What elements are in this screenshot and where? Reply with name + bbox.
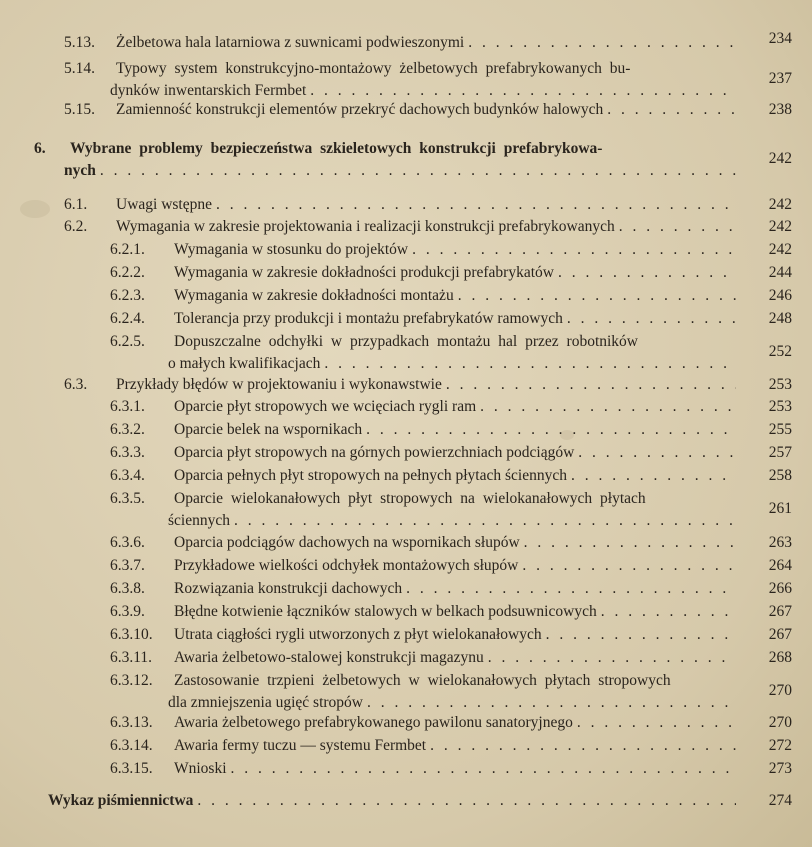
toc-page-number: 238 [768,101,792,118]
toc-page-number: 264 [768,557,792,574]
toc-entry-number: 6.3.1. [110,398,145,415]
toc-entry [0,140,812,179]
toc-entry-number: 6.3.3. [110,444,145,461]
leader-dots [442,376,736,394]
toc-entry-number: 6.3. [64,376,88,393]
leader-dots [520,534,736,552]
leader-dots [402,580,736,598]
toc-page-number: 268 [768,649,792,666]
toc-entry [0,376,812,398]
toc-entry-title: dla zmniejszenia ugięć stropów [168,694,363,711]
toc-entry-title: Tolerancja przy produkcji i montażu prefabrykatów ramowych [174,310,563,327]
toc-entry-number: 6. [34,140,46,157]
toc-page-number: 242 [768,218,792,235]
toc-page-number: 273 [768,760,792,777]
toc-entry-number: 6.3.6. [110,534,145,551]
toc-entry-number: 6.1. [64,196,88,213]
toc-entry-number: 5.13. [64,34,95,51]
toc-entry-title: o małych kwalifikacjach [168,355,321,372]
toc-entry-number: 6.2.5. [110,333,145,350]
toc-page-number: 270 [768,682,792,699]
toc-entry-number: 6.2.1. [110,241,145,258]
leader-dots [320,355,736,373]
leader-dots [476,398,736,416]
toc-entry-number: 6.3.2. [110,421,145,438]
toc-entry-title: Awaria żelbetowego prefabrykowanego pawilonu sanatoryjnego [174,714,573,731]
toc-entry [0,264,812,286]
toc-entry [0,737,812,759]
leader-dots [603,101,736,119]
leader-dots [212,196,736,214]
toc-entry-number: 6.3.5. [110,490,145,507]
toc-page-number: 252 [768,343,792,360]
toc-entry-title: Oparcia podciągów dachowych na wspornikach słupów [174,534,520,551]
toc-entry-number: 6.3.14. [110,737,153,754]
toc-entry-title: Przykładowe wielkości odchyłek montażowych słupów [174,557,519,574]
toc-page-number: 246 [768,287,792,304]
toc-entry-number: 6.2.2. [110,264,145,281]
toc-page-number: 253 [768,376,792,393]
leader-dots [574,444,736,462]
toc-entry [0,241,812,263]
toc-entry-title: Wymagania w zakresie dokładności montażu [174,287,454,304]
toc-page-number: 267 [768,603,792,620]
leader-dots [193,792,736,810]
toc-entry [0,310,812,332]
toc-page-number: 237 [768,70,792,87]
toc-entry [0,218,812,240]
toc-page-number: 270 [768,714,792,731]
leader-dots [542,626,736,644]
toc-entry [0,490,812,529]
toc-entry [0,333,812,372]
toc-entry-title: Żelbetowa hala latarniowa z suwnicami podwieszonymi [116,34,465,51]
leader-dots [518,557,736,575]
toc-page-number: 267 [768,626,792,643]
toc-page-number: 261 [768,500,792,517]
leader-dots [573,714,736,732]
toc-page-number: 242 [768,196,792,213]
toc-page-number: 244 [768,264,792,281]
toc-entry [0,534,812,556]
toc-page-number: 257 [768,444,792,461]
toc-entry [0,557,812,579]
toc-entry-title: nych [64,162,96,179]
toc-entry-title: Wnioski [174,760,227,777]
toc-entry-number: 6.2.3. [110,287,145,304]
toc-entry-number: 6.3.4. [110,467,145,484]
leader-dots [554,264,736,282]
toc-entry-title: Wykaz piśmiennictwa [48,792,194,809]
toc-entry-number: 6.3.8. [110,580,145,597]
toc-entry [0,714,812,736]
toc-entry-number: 6.3.10. [110,626,153,643]
toc-entry [0,398,812,420]
leader-dots [408,241,736,259]
toc-page-number: 234 [768,30,792,47]
toc-entry-number: 6.2.4. [110,310,145,327]
leader-dots [563,310,736,328]
toc-entry-title: dynków inwentarskich Fermbet [110,82,307,99]
toc-entry [0,196,812,218]
toc-entry-number: 5.14. [64,60,95,77]
toc-entry-title: Awaria fermy tuczu — systemu Fermbet [174,737,427,754]
toc-page-number: 272 [768,737,792,754]
toc-entry [0,60,812,99]
toc-entry-number: 6.3.11. [110,649,153,666]
leader-dots [363,694,736,712]
leader-dots [567,467,736,485]
leader-dots [362,421,736,439]
toc-entry-title: Rozwiązania konstrukcji dachowych [174,580,403,597]
toc-entry-title: Awaria żelbetowo-stalowej konstrukcji magazynu [174,649,484,666]
toc-entry-title: Uwagi wstępne [116,196,212,213]
toc-page-number: 248 [768,310,792,327]
toc-entry [0,603,812,625]
toc-entry [0,760,812,782]
leader-dots [230,512,736,530]
toc-entry [0,467,812,489]
toc-entry-number: 6.3.13. [110,714,153,731]
toc-entry-title: Wymagania w zakresie projektowania i realizacji konstrukcji prefabrykowanych [116,218,615,235]
toc-entry-title: Oparcia płyt stropowych na górnych powierzchniach podciągów [174,444,575,461]
toc-entry [0,101,812,123]
toc-entry-number: 6.3.12. [110,672,153,689]
toc-entry [0,649,812,671]
leader-dots [96,162,736,180]
toc-entry [0,421,812,443]
toc-page-number: 263 [768,534,792,551]
toc-entry-title: Oparcie płyt stropowych we wcięciach rygli ram [174,398,477,415]
toc-entry [0,287,812,309]
toc-page-number: 253 [768,398,792,415]
toc-entry-number: 5.15. [64,101,95,118]
leader-dots [426,737,736,755]
toc-entry [0,672,812,711]
toc-page-number: 242 [768,150,792,167]
toc-entry-title: Przykłady błędów w projektowaniu i wykonawstwie [116,376,442,393]
leader-dots [227,760,736,778]
toc-entry-title: Oparcie wielokanałowych płyt stropowych na wielokanałowych płytach [174,490,646,507]
toc-page-number: 255 [768,421,792,438]
toc-entry-title: Wymagania w stosunku do projektów [174,241,409,258]
leader-dots [454,287,736,305]
toc-page-number: 266 [768,580,792,597]
toc-entry-number: 6.3.9. [110,603,145,620]
toc-entry-number: 6.3.7. [110,557,145,574]
toc-entry-title: Zamienność konstrukcji elementów przekryć dachowych budynków halowych [116,101,604,118]
leader-dots [464,34,736,52]
toc-entry-number: 6.3.15. [110,760,153,777]
toc-entry-title: Wymagania w zakresie dokładności produkcji prefabrykatów [174,264,554,281]
toc-page-number: 274 [768,792,792,809]
leader-dots [615,218,736,236]
toc-entry-title: ściennych [168,512,230,529]
toc-entry [0,444,812,466]
toc-entry-title: Utrata ciągłości rygli utworzonych z płyt wielokanałowych [174,626,542,643]
toc-entry [0,580,812,602]
toc-entry-title: Oparcia pełnych płyt stropowych na pełnych płytach ściennych [174,467,567,484]
toc-entry [0,792,812,814]
toc-entry [0,30,812,56]
leader-dots [597,603,736,621]
toc-entry [0,626,812,648]
toc-entry-title: Błędne kotwienie łączników stalowych w belkach podsuwnicowych [174,603,597,620]
toc-entry-title: Wybrane problemy bezpieczeństwa szkieletowych konstrukcji prefabrykowa- [70,140,603,157]
leader-dots [306,82,736,100]
toc-page-number: 242 [768,241,792,258]
leader-dots [484,649,736,667]
toc-entry-title: Typowy system konstrukcyjno-montażowy żelbetowych prefabrykowanych bu- [116,60,631,77]
toc-entry-title: Oparcie belek na wspornikach [174,421,363,438]
toc-entry-title: Dopuszczalne odchyłki w przypadkach montażu hal przez robotników [174,333,638,350]
toc-entry-number: 6.2. [64,218,88,235]
toc-entry-title: Zastosowanie trzpieni żelbetowych w wielokanałowych płytach stropowych [174,672,671,689]
toc-page-number: 258 [768,467,792,484]
